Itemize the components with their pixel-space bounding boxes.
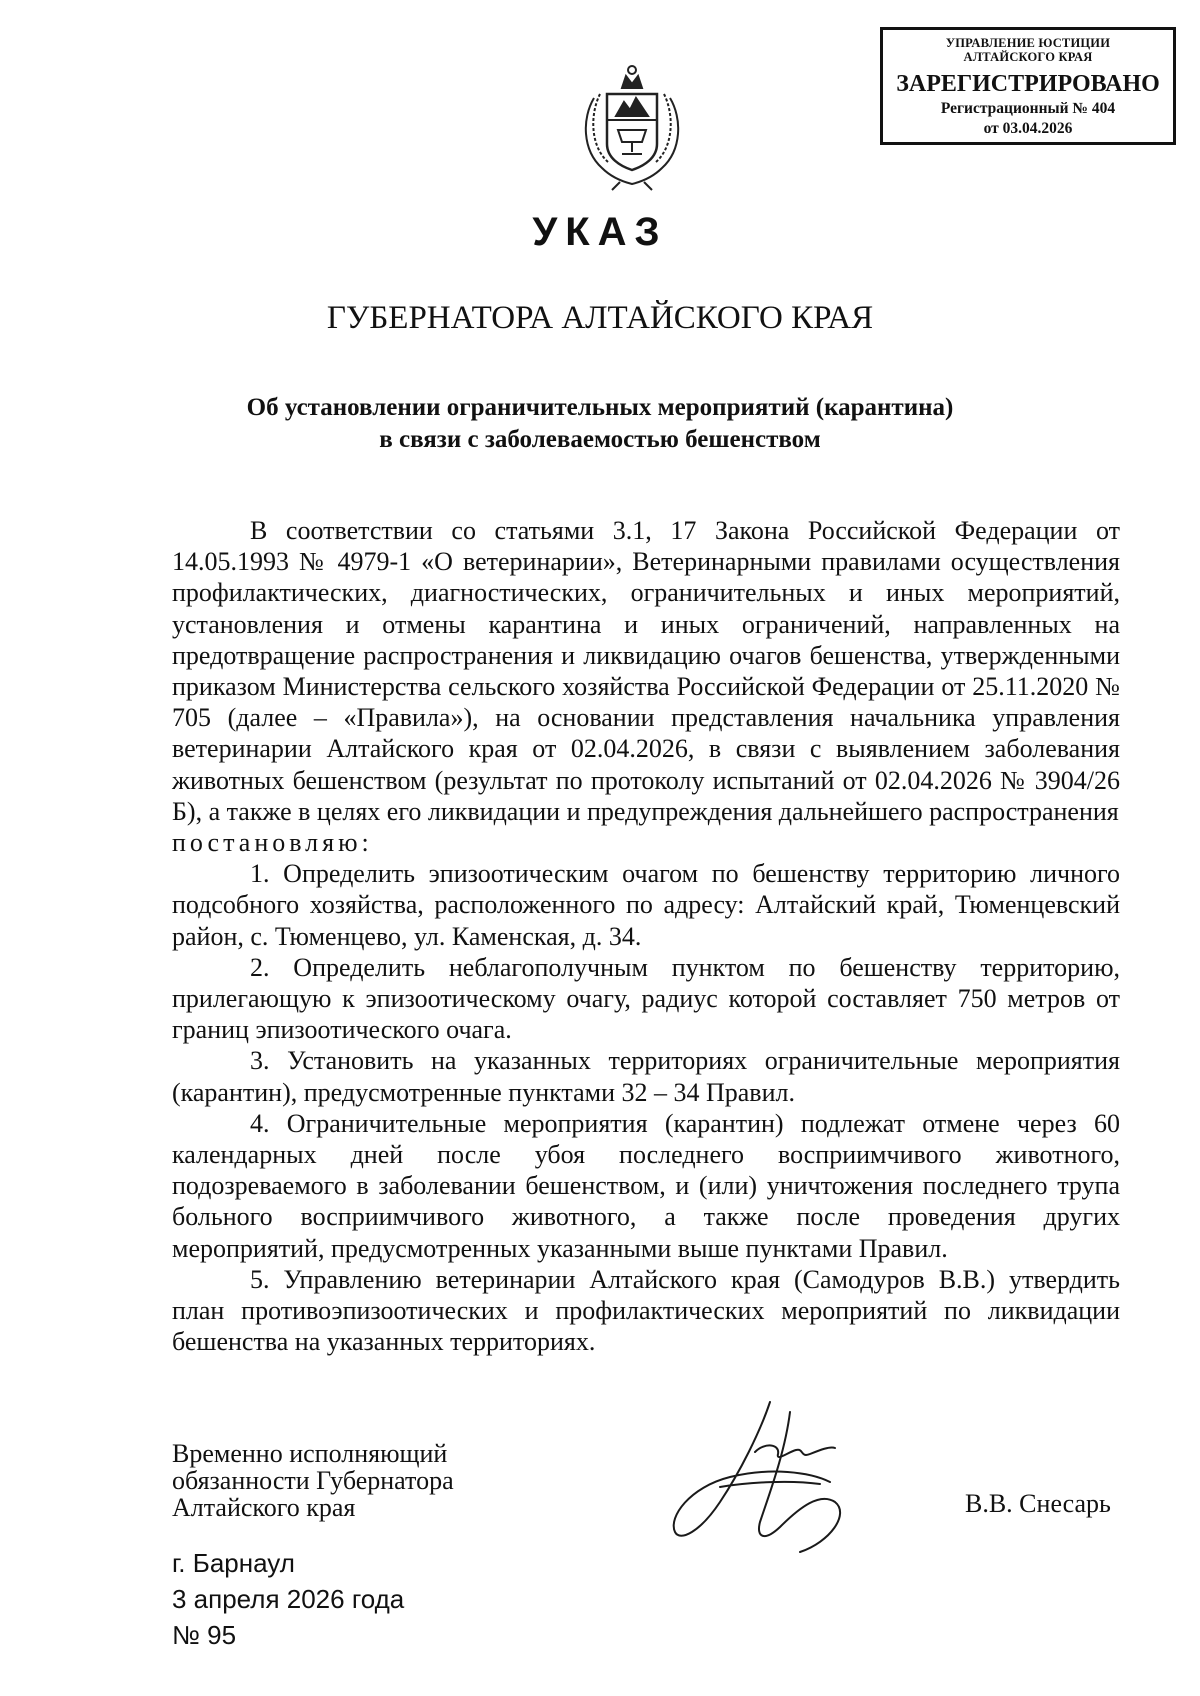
subject-line-1: Об установлении ограничительных мероприятий (карантина): [246, 394, 954, 421]
item-5: 5. Управлению ветеринарии Алтайского края (Самодуров В.В.) утвердить план противоэпизоотических и профилактических мероприятий по ликвидации бешенства на указанных территориях.: [172, 1264, 1120, 1357]
item-4: 4. Ограничительные мероприятия (карантин) подлежат отмене через 60 календарных дней после убоя последнего восприимчивого животного, подозреваемого в заболевании бешенством, и (или) уничтожения последнего трупа больного восприимчивого животного, а также после проведения других мероприятий, предусмотренных указанными выше пунктами Правил.: [172, 1108, 1120, 1263]
document-body: [172, 515, 1120, 1357]
issue-date: 3 апреля 2026 года: [172, 1584, 405, 1614]
subject-line-2: в связи с заболеваемостью бешенством: [379, 426, 821, 453]
document-footer: [172, 1545, 404, 1653]
document-issuer: ГУБЕРНАТОРА АЛТАЙСКОГО КРАЯ: [326, 300, 874, 336]
stamp-registered: ЗАРЕГИСТРИРОВАНО: [896, 71, 1160, 97]
issue-city: г. Барнаул: [172, 1548, 295, 1578]
item-1: 1. Определить эпизоотическим очагом по бешенству территорию личного подсобного хозяйства, расположенного по адресу: Алтайский край, Тюменцевский район, с. Тюменцево, ул. Каменская, д. 34.: [172, 859, 1120, 951]
stamp-org-line2: АЛТАЙСКОГО КРАЯ: [963, 50, 1093, 64]
signer-position: [172, 1440, 454, 1521]
coat-of-arms-icon: [572, 58, 692, 194]
handwritten-signature: [660, 1392, 880, 1562]
decree-word: постановляю:: [172, 828, 373, 858]
registration-stamp: [880, 27, 1176, 145]
signer-name: В.В. Снесарь: [965, 1489, 1111, 1518]
document-type: УКАЗ: [532, 210, 668, 254]
decree-number: № 95: [172, 1620, 237, 1650]
signer-position-line3: Алтайского края: [172, 1493, 356, 1522]
signer-position-line1: Временно исполняющий: [172, 1439, 448, 1468]
stamp-reg-date: от 03.04.2026: [983, 120, 1073, 137]
stamp-org-line1: УПРАВЛЕНИЕ ЮСТИЦИИ: [945, 36, 1111, 50]
stamp-reg-number: Регистрационный № 404: [940, 100, 1116, 117]
signer-position-line2: обязанности Губернатора: [172, 1466, 454, 1495]
preamble-paragraph: В соответствии со статьями 3.1, 17 Закона Российской Федерации от 14.05.1993 № 4979-1 «О ветеринарии», Ветеринарными правилами осуществления профилактических, диагностических, ограничительных и иных мероприятий, установления и отмены карантина и иных ограничений, направленных на предотвращение распространения и ликвидацию очагов бешенства, утвержденными приказом Министерства сельского хозяйства Российской Федерации от 25.11.2020 № 705 (далее – «Правила»), на основании представления начальника управления ветеринарии Алтайского края от 02.04.2026, в связи с выявлением заболевания животных бешенством (результат по протоколу испытаний от 02.04.2026 № 3904/26 Б), а также в целях его ликвидации и предупреждения дальнейшего распространения: [172, 516, 1120, 826]
item-3: 3. Установить на указанных территориях ограничительные мероприятия (карантин), предусмотренные пунктами 32 – 34 Правил.: [172, 1046, 1120, 1107]
document-subject: [0, 392, 1200, 456]
item-2: 2. Определить неблагополучным пунктом по бешенству территорию, прилегающую к эпизоотическому очагу, радиус которой составляет 750 метров от границ эпизоотического очага.: [172, 952, 1120, 1045]
